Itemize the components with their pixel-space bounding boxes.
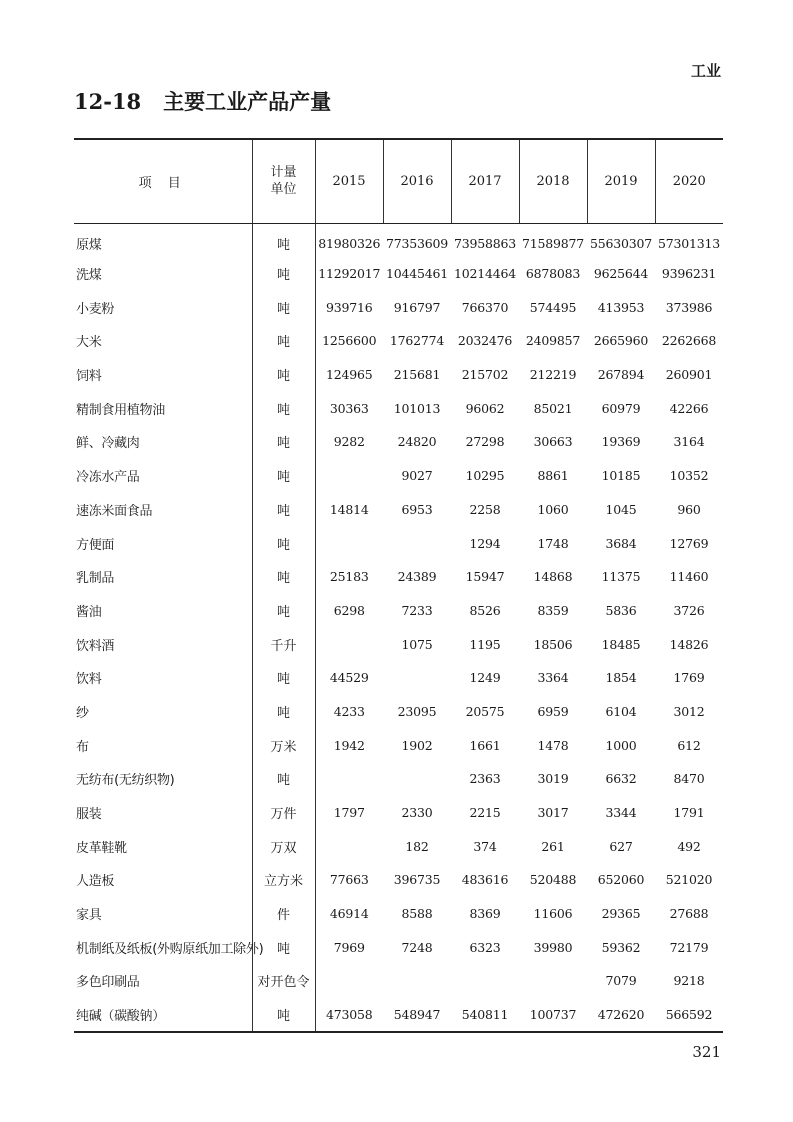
row-value: 2258 (469, 501, 501, 517)
row-unit: 吨 (252, 257, 315, 291)
row-value (315, 829, 383, 863)
row-value: 8526 (469, 602, 501, 618)
row-value: 6298 (333, 602, 365, 618)
section-label: 工业 (690, 62, 721, 80)
row-unit: 对开色令 (252, 964, 315, 998)
row-value: 261 (541, 838, 565, 854)
row-value: 2032476 (457, 333, 513, 349)
row-value: 10185 (601, 468, 641, 484)
row-value: 612 (677, 737, 701, 753)
row-unit: 吨 (252, 695, 315, 729)
row-value: 9027 (401, 468, 433, 484)
row-value: 473058 (315, 998, 383, 1032)
row-value: 6959 (537, 703, 569, 719)
row-item-name: 小麦粉 (76, 301, 115, 317)
row-value: 85021 (533, 400, 573, 416)
row-value: 652060 (597, 872, 645, 888)
column-header-year: 2020 (655, 139, 723, 223)
row-value: 27298 (465, 434, 505, 450)
row-item-name: 速冻米面食品 (76, 503, 153, 519)
row-value: 77663 (329, 872, 369, 888)
row-value: 14814 (329, 501, 369, 517)
row-value: 100737 (519, 998, 587, 1032)
row-value (383, 661, 451, 695)
row-value: 18506 (533, 636, 573, 652)
row-unit: 吨 (252, 459, 315, 493)
table-row (74, 223, 723, 257)
row-item-name: 服装 (76, 807, 102, 823)
row-value: 46914 (329, 906, 369, 922)
row-value: 7079 (605, 973, 637, 989)
row-item-name: 饲料 (76, 369, 102, 385)
row-value: 14868 (533, 569, 573, 585)
row-unit: 吨 (252, 762, 315, 796)
row-value: 42266 (669, 400, 709, 416)
table-row (74, 998, 723, 1032)
row-value (315, 459, 383, 493)
column-header-year: 2017 (451, 139, 519, 223)
row-value: 8861 (537, 468, 569, 484)
table-row (74, 627, 723, 661)
row-item-name: 人造板 (76, 874, 115, 890)
row-item-name: 皮革鞋靴 (76, 840, 127, 856)
row-value: 3164 (673, 434, 705, 450)
row-value: 548947 (383, 998, 451, 1032)
table-row (74, 425, 723, 459)
table-row (74, 796, 723, 830)
row-item-name: 饮料酒 (76, 638, 115, 654)
row-value: 11292017 (318, 266, 381, 282)
table-number: 12-18 (74, 89, 142, 114)
row-value: 9396231 (661, 266, 717, 282)
row-value: 1478 (537, 737, 569, 753)
row-unit: 吨 (252, 493, 315, 527)
row-value: 10214464 (453, 266, 517, 282)
table-row (74, 358, 723, 392)
row-value: 30363 (329, 400, 369, 416)
row-value: 374 (473, 838, 497, 854)
table-row (74, 391, 723, 425)
row-value: 3017 (537, 805, 569, 821)
row-value: 23095 (397, 703, 437, 719)
row-value: 2409857 (525, 333, 581, 349)
table-body (74, 223, 723, 1032)
row-unit: 吨 (252, 930, 315, 964)
row-value: 540811 (451, 998, 519, 1032)
header-row (74, 139, 723, 223)
row-value: 1294 (469, 535, 501, 551)
row-unit: 吨 (252, 290, 315, 324)
row-value: 413953 (597, 299, 645, 315)
row-value: 81980326 (318, 235, 381, 251)
row-item-name: 洗煤 (76, 268, 102, 284)
row-value: 39980 (533, 939, 573, 955)
row-value: 11460 (669, 569, 709, 585)
row-value: 9625644 (593, 266, 649, 282)
row-value: 3344 (605, 805, 637, 821)
row-unit: 吨 (252, 223, 315, 257)
row-unit: 千升 (252, 627, 315, 661)
row-value (519, 964, 587, 998)
row-value (315, 526, 383, 560)
row-value (315, 627, 383, 661)
row-value: 44529 (329, 670, 369, 686)
row-value: 96062 (465, 400, 505, 416)
row-value: 25183 (329, 569, 369, 585)
row-value: 1195 (469, 636, 501, 652)
row-value: 215702 (461, 367, 509, 383)
table-row (74, 930, 723, 964)
row-unit: 吨 (252, 594, 315, 628)
row-value: 1060 (537, 501, 569, 517)
table-row (74, 661, 723, 695)
column-header-year: 2015 (315, 139, 383, 223)
row-value: 12769 (669, 535, 709, 551)
row-value: 57301313 (657, 235, 721, 251)
row-value: 1249 (469, 670, 501, 686)
row-value: 1854 (605, 670, 637, 686)
row-value: 3684 (605, 535, 637, 551)
row-unit: 万米 (252, 728, 315, 762)
row-value: 396735 (393, 872, 441, 888)
row-value: 267894 (597, 367, 645, 383)
row-value: 520488 (529, 872, 577, 888)
row-unit: 万双 (252, 829, 315, 863)
row-unit: 吨 (252, 391, 315, 425)
unit-header-line2: 单位 (270, 182, 297, 198)
row-value: 73958863 (453, 235, 517, 251)
row-value: 566592 (655, 998, 723, 1032)
row-value: 1256600 (322, 333, 377, 349)
row-item-name: 酱油 (76, 604, 102, 620)
row-value: 18485 (601, 636, 641, 652)
row-value: 2330 (401, 805, 433, 821)
row-value: 10295 (465, 468, 505, 484)
row-value: 3012 (673, 703, 705, 719)
row-item-name: 家具 (76, 908, 102, 924)
column-header-year: 2018 (519, 139, 587, 223)
row-value: 9218 (673, 973, 705, 989)
row-value: 59362 (601, 939, 641, 955)
row-value: 1769 (673, 670, 705, 686)
row-value: 483616 (461, 872, 509, 888)
row-unit: 吨 (252, 998, 315, 1032)
row-value: 3726 (673, 602, 705, 618)
row-value: 11375 (601, 569, 641, 585)
production-table (74, 138, 723, 1033)
row-value: 1942 (333, 737, 365, 753)
row-value: 8470 (673, 771, 705, 787)
column-header-year: 2019 (587, 139, 655, 223)
row-item-name: 冷冻水产品 (76, 470, 140, 486)
row-unit: 立方米 (252, 863, 315, 897)
row-value: 2665960 (593, 333, 649, 349)
row-value: 8359 (537, 602, 569, 618)
row-item-name: 乳制品 (76, 571, 115, 587)
table-row (74, 526, 723, 560)
row-value: 24389 (397, 569, 437, 585)
row-value: 2363 (469, 771, 501, 787)
row-unit: 吨 (252, 425, 315, 459)
table-title: 主要工业产品产量 (163, 89, 332, 114)
row-item-name: 原煤 (76, 237, 102, 253)
row-value: 1902 (401, 737, 433, 753)
table-row (74, 459, 723, 493)
row-value: 3019 (537, 771, 569, 787)
row-unit: 件 (252, 897, 315, 931)
unit-header-line1: 计量 (270, 165, 297, 181)
row-value: 766370 (461, 299, 509, 315)
row-value: 6104 (605, 703, 637, 719)
row-item-name: 精制食用植物油 (76, 402, 165, 418)
row-value: 1661 (469, 737, 501, 753)
row-item-name: 无纺布(无纺织物) (76, 773, 175, 789)
row-value: 10445461 (385, 266, 449, 282)
row-value: 2215 (469, 805, 501, 821)
row-value: 72179 (669, 939, 709, 955)
row-value: 6632 (605, 771, 637, 787)
row-value: 4233 (333, 703, 365, 719)
row-value: 24820 (397, 434, 437, 450)
row-item-name: 纯碱（碳酸钠） (74, 998, 252, 1032)
row-value (315, 964, 383, 998)
row-value: 29365 (601, 906, 641, 922)
row-value: 14826 (669, 636, 709, 652)
row-value: 212219 (529, 367, 577, 383)
table-row (74, 594, 723, 628)
row-value: 627 (609, 838, 633, 854)
row-value: 9282 (333, 434, 365, 450)
row-value: 1762774 (389, 333, 445, 349)
row-value: 960 (677, 501, 701, 517)
row-value: 1791 (673, 805, 705, 821)
row-item-name: 方便面 (76, 537, 115, 553)
table-row (74, 493, 723, 527)
table-row (74, 257, 723, 291)
row-value: 1045 (605, 501, 637, 517)
table-row (74, 728, 723, 762)
row-value: 182 (405, 838, 429, 854)
row-value: 492 (677, 838, 701, 854)
row-value: 1075 (401, 636, 433, 652)
row-item-name: 布 (76, 739, 89, 755)
row-value: 7233 (401, 602, 433, 618)
table-row (74, 829, 723, 863)
row-value: 60979 (601, 400, 641, 416)
row-item-name: 饮料 (76, 672, 102, 688)
row-value: 939716 (325, 299, 373, 315)
row-unit: 吨 (252, 560, 315, 594)
row-unit: 吨 (252, 661, 315, 695)
row-unit: 吨 (252, 324, 315, 358)
row-value: 1748 (537, 535, 569, 551)
row-value: 6878083 (525, 266, 581, 282)
row-value: 3364 (537, 670, 569, 686)
table-row (74, 863, 723, 897)
row-value: 2262668 (661, 333, 717, 349)
row-value: 373986 (665, 299, 713, 315)
row-item-name: 鲜、冷藏肉 (76, 436, 140, 452)
row-value: 7248 (401, 939, 433, 955)
row-value: 8369 (469, 906, 501, 922)
row-value: 10352 (669, 468, 709, 484)
row-value: 124965 (325, 367, 373, 383)
row-value: 8588 (401, 906, 433, 922)
row-value: 5836 (605, 602, 637, 618)
row-value: 1797 (333, 805, 365, 821)
row-value (383, 762, 451, 796)
row-value: 6323 (469, 939, 501, 955)
table-row (74, 324, 723, 358)
row-unit: 万件 (252, 796, 315, 830)
page-number: 321 (692, 1043, 721, 1061)
row-unit: 吨 (252, 526, 315, 560)
row-value: 20575 (465, 703, 505, 719)
row-item-name: 多色印刷品 (76, 975, 140, 991)
row-value: 19369 (601, 434, 641, 450)
row-value (315, 762, 383, 796)
table-row (74, 560, 723, 594)
row-value: 77353609 (385, 235, 449, 251)
row-unit: 吨 (252, 358, 315, 392)
row-item-name: 大米 (76, 335, 102, 351)
table-row (74, 290, 723, 324)
table-row (74, 695, 723, 729)
row-value: 916797 (393, 299, 441, 315)
row-value: 6953 (401, 501, 433, 517)
row-value: 521020 (665, 872, 713, 888)
row-value: 15947 (465, 569, 505, 585)
row-value: 1000 (605, 737, 637, 753)
row-item-name: 纱 (76, 705, 89, 721)
row-value: 101013 (393, 400, 441, 416)
row-value: 472620 (587, 998, 655, 1032)
row-value: 30663 (533, 434, 573, 450)
row-value: 215681 (393, 367, 441, 383)
row-value: 55630307 (589, 235, 653, 251)
table-row (74, 762, 723, 796)
column-header-item: 项 目 (74, 139, 252, 223)
column-header-year: 2016 (383, 139, 451, 223)
table-row (74, 964, 723, 998)
row-value (451, 964, 519, 998)
row-value (383, 964, 451, 998)
row-item-name: 机制纸及纸板(外购原纸加工除外) (76, 941, 264, 957)
row-value: 260901 (665, 367, 713, 383)
row-value: 574495 (529, 299, 577, 315)
table-row (74, 897, 723, 931)
row-value: 71589877 (521, 235, 585, 251)
row-value: 27688 (669, 906, 709, 922)
page-title (74, 86, 331, 116)
row-value: 11606 (533, 906, 573, 922)
row-value (383, 526, 451, 560)
column-header-unit (252, 139, 315, 223)
row-value: 7969 (333, 939, 365, 955)
